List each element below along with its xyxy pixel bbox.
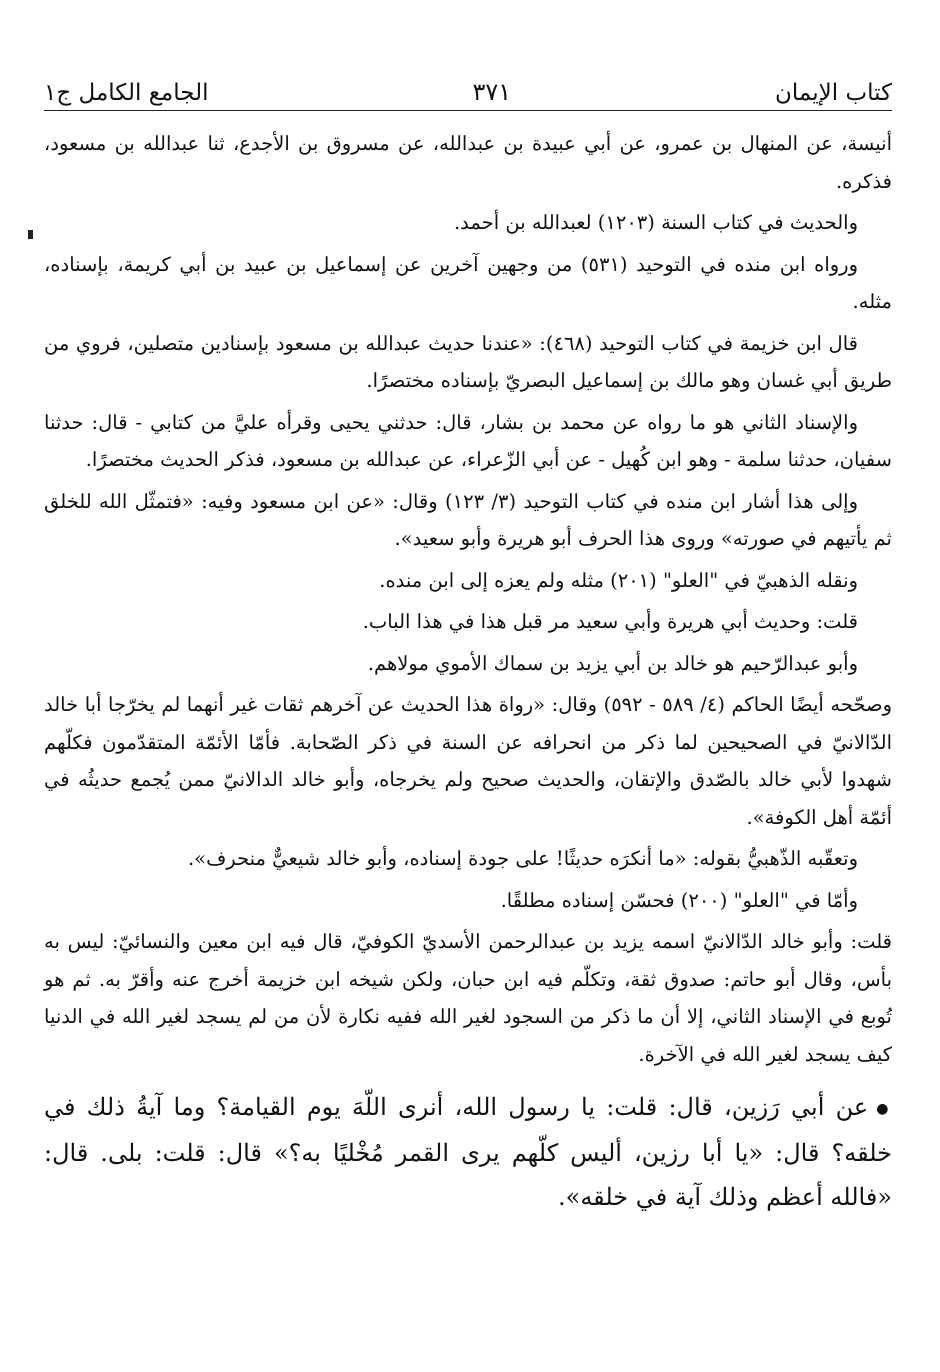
bullet-icon: ● <box>876 1100 892 1117</box>
paragraph: وتعقّبه الذّهبيُّ بقوله: «ما أنكرَه حديثًا! على جودة إسناده، وأبو خالد شيعيٌّ منحرف». <box>187 847 858 870</box>
paragraph: والإسناد الثاني هو ما رواه عن محمد بن بشار، قال: حدثني يحيى وقرأه عليَّ من كتابي - قال: حدثنا سفيان، حدثنا سلمة - وهو ابن كُهيل - عن أبي الزّعراء، عن عبدالله بن مسعود، فذكر الحديث مختصرًا. <box>44 410 892 471</box>
running-header <box>44 62 892 111</box>
page-number: ٣٧١ <box>472 78 512 106</box>
paragraph: قلت: وأبو خالد الدّالانيّ اسمه يزيد بن عبدالرحمن الأسديّ الكوفيّ، قال فيه ابن معين والنسائيّ: ليس به بأس، وقال أبو حاتم: صدوق ثقة، وتكلّم فيه ابن حبان، ولكن شيخه ابن خزيمة أخرج عنه وأقرّ به. ثم هو تُوبع في الإسناد الثاني، إلا أن ما ذكر من السجود لغير الله ففيه نكارة لأن من لم يسجد لغير الله في الدنيا كيف يسجد لغير الله في الآخرة. <box>44 930 892 1066</box>
chapter-title: كتاب الإيمان <box>775 80 892 106</box>
footnote-commentary <box>44 125 892 1073</box>
paragraph: وأمّا في "العلو" (٢٠٠) فحسّن إسناده مطلقًا. <box>500 888 858 912</box>
paragraph: وأبو عبدالرّحيم هو خالد بن أبي يزيد بن سماك الأموي مولاهم. <box>367 651 858 675</box>
hadith-text <box>44 1085 892 1219</box>
paragraph: وصحّحه أيضًا الحاكم (٤/ ٥٨٩ - ٥٩٢) وقال: «رواة هذا الحديث عن آخرهم ثقات غير أنهما لم يخرّجا أبا خالد الدّالانيّ في الصحيحين لما ذكر من انحرافه عن السنة في ذكر الصّحابة. فأمّا الأئمّة المتقدّمون فكلّهم شهدوا لأبي خالد بالصّدق والإتقان، والحديث صحيح ولم يخرجاه، وأبو خالد الدالانيّ ممن يُجمع حديثُه في أئمّة أهل الكوفة». <box>44 693 892 829</box>
paragraph: قال ابن خزيمة في كتاب التوحيد (٤٦٨): «عندنا حديث عبدالله بن مسعود بإسنادين متصلين، فروي من طريق أبي غسان وهو مالك بن إسماعيل البصريّ بإسناده مختصرًا. <box>44 331 892 392</box>
margin-mark-icon <box>28 230 33 239</box>
book-title: الجامع الكامل ج١ <box>44 80 209 106</box>
paragraph: ونقله الذهبيّ في "العلو" (٢٠١) مثله ولم يعزه إلى ابن منده. <box>379 568 858 592</box>
paragraph: وإلى هذا أشار ابن منده في كتاب التوحيد (٣/ ١٢٣) وقال: «عن ابن مسعود وفيه: «فتمثّل الله للخلق ثم يأتيهم في صورته» وروى هذا الحرف أبو هريرة وأبو سعيد». <box>44 489 892 550</box>
hadith-body: عن أبي رَزين، قال: قلت: يا رسول الله، أنرى اللّهَ يوم القيامة؟ وما آيةُ ذلك في خلقه؟ قال: «يا أبا رزين، أليس كلّهم يرى القمر مُخْليًا به؟» قال: قلت: بلى. قال: «فالله أعظم وذلك آية في خلقه». <box>44 1093 892 1211</box>
paragraph: قلت: وحديث أبي هريرة وأبي سعيد مر قبل هذا في هذا الباب. <box>362 610 858 633</box>
paragraph: والحديث في كتاب السنة (١٢٠٣) لعبدالله بن أحمد. <box>453 211 858 234</box>
paragraph: أنيسة، عن المنهال بن عمرو، عن أبي عبيدة بن عبدالله، عن مسروق بن الأجدع، ثنا عبدالله بن مسعود، فذكره. <box>44 132 892 193</box>
paragraph: ورواه ابن منده في التوحيد (٥٣١) من وجهين آخرين عن إسماعيل بن عبيد بن أبي كريمة، بإسناده، مثله. <box>44 252 892 313</box>
